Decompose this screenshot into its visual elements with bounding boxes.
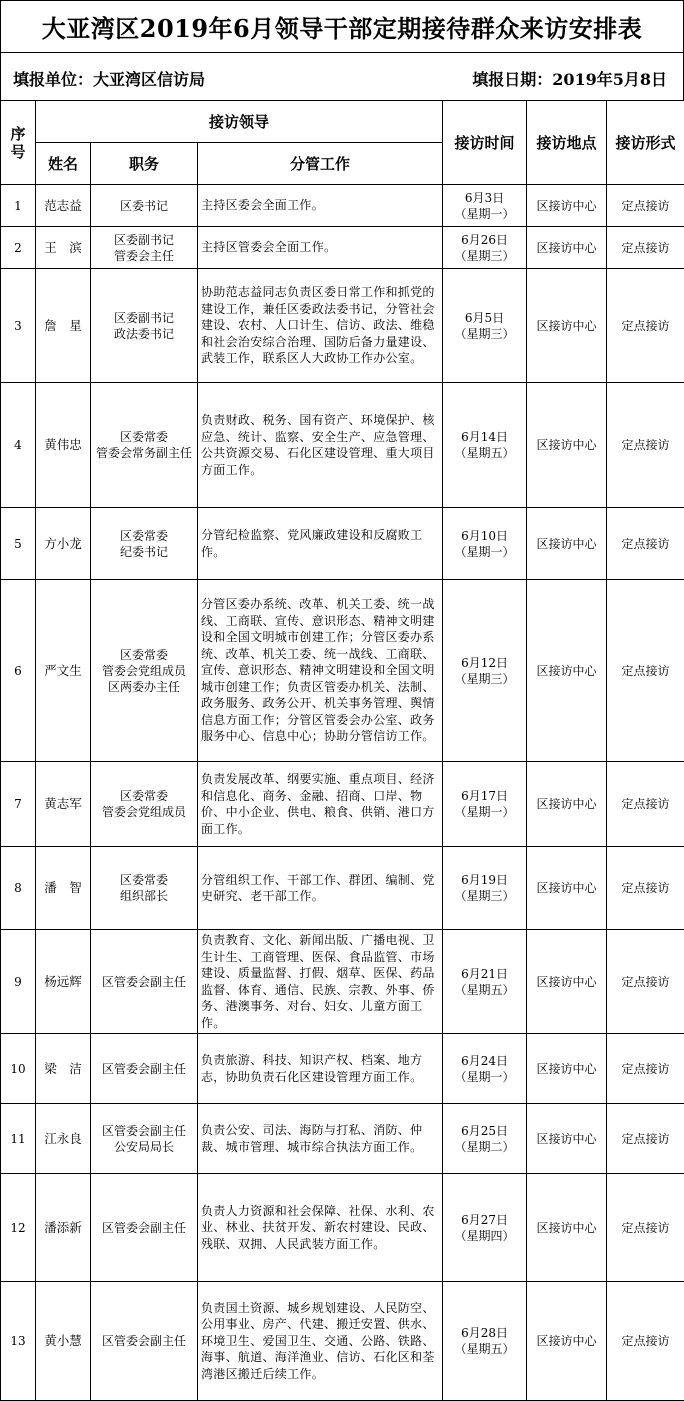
table-row — [1, 930, 684, 1034]
duty-description: 负责人力资源和社会保障、社保、水利、农业、林业、扶贫开发、新农村建设、民政、残联、双拥、人民武装方面工作。 — [198, 1174, 443, 1282]
visit-date: 6月17日 — [443, 788, 526, 804]
leader-name: 王 滨 — [36, 227, 91, 269]
visit-weekday: （星期三） — [443, 248, 526, 264]
visit-place: 区接访中心 — [527, 1282, 607, 1401]
header-duty: 分管工作 — [198, 143, 443, 185]
visit-time — [443, 185, 527, 227]
visit-place: 区接访中心 — [527, 185, 607, 227]
visit-date: 6月14日 — [443, 429, 526, 445]
row-index: 12 — [1, 1174, 36, 1282]
position-line: 区委常委 — [91, 788, 197, 804]
visit-time — [443, 269, 527, 383]
reporting-date: 填报日期：2019年5月8日 — [472, 67, 667, 90]
visit-form: 定点接访 — [607, 930, 684, 1034]
position-line: 管委会主任 — [91, 248, 197, 264]
row-index: 8 — [1, 847, 36, 930]
position-line: 区委常委 — [91, 429, 197, 445]
visit-weekday: （星期三） — [443, 888, 526, 904]
visit-time — [443, 1174, 527, 1282]
table-row — [1, 847, 684, 930]
visit-time — [443, 1034, 527, 1104]
visit-place: 区接访中心 — [527, 930, 607, 1034]
position-line: 区管委会副主任 — [91, 1061, 197, 1077]
visit-weekday: （星期五） — [443, 445, 526, 461]
visit-weekday: （星期三） — [443, 326, 526, 342]
visit-place: 区接访中心 — [527, 383, 607, 508]
visit-place: 区接访中心 — [527, 847, 607, 930]
position-line: 区委书记 — [91, 198, 197, 214]
leader-name: 梁 洁 — [36, 1034, 91, 1104]
position-line: 政法委书记 — [91, 326, 197, 342]
duty-description: 负责教育、文化、新闻出版、广播电视、卫生计生、工商管理、医保、食品监管、市场建设、质量监督、打假、烟草、医保、药品监督、体育、通信、民族、宗教、外事、侨务、港澳事务、对台、妇女、儿童方面工作。 — [198, 930, 443, 1034]
visit-place: 区接访中心 — [527, 508, 607, 580]
table-row — [1, 762, 684, 847]
leader-name: 潘添新 — [36, 1174, 91, 1282]
visit-weekday: （星期一） — [443, 544, 526, 560]
visit-form: 定点接访 — [607, 227, 684, 269]
row-index: 13 — [1, 1282, 36, 1401]
leader-name: 潘 智 — [36, 847, 91, 930]
duty-description: 负责公安、司法、海防与打私、消防、仲裁、城市管理、城市综合执法方面工作。 — [198, 1104, 443, 1174]
table-row — [1, 185, 684, 227]
position-line: 区管委会副主任 — [91, 1333, 197, 1349]
row-index: 2 — [1, 227, 36, 269]
duty-description: 主持区管委会全面工作。 — [198, 227, 443, 269]
duty-description: 分管纪检监察、党风廉政建设和反腐败工作。 — [198, 508, 443, 580]
row-index: 5 — [1, 508, 36, 580]
visit-time — [443, 762, 527, 847]
position-line: 管委会党组成员 — [91, 663, 197, 679]
visit-place: 区接访中心 — [527, 1104, 607, 1174]
leader-name: 江永良 — [36, 1104, 91, 1174]
position-line: 纪委书记 — [91, 544, 197, 560]
leader-name: 詹 星 — [36, 269, 91, 383]
leader-name: 黄伟忠 — [36, 383, 91, 508]
visit-form: 定点接访 — [607, 580, 684, 762]
visit-time — [443, 383, 527, 508]
visit-form: 定点接访 — [607, 1104, 684, 1174]
visit-date: 6月5日 — [443, 310, 526, 326]
table-row — [1, 227, 684, 269]
leader-name: 杨远辉 — [36, 930, 91, 1034]
position-line: 区委常委 — [91, 528, 197, 544]
duty-description: 负责发展改革、纲要实施、重点项目、经济和信息化、商务、金融、招商、口岸、物价、中小企业、供电、粮食、供销、港口方面工作。 — [198, 762, 443, 847]
position-line: 组织部长 — [91, 888, 197, 904]
leader-name: 范志益 — [36, 185, 91, 227]
duty-description: 分管区委办系统、改革、机关工委、统一战线、工商联、宣传、意识形态、精神文明建设和全国文明城市创建工作；分管区委办系统、改革、机关工委、统一战线、工商联、宣传、意识形态、精神文明建设和全国文明城市创建工作；负责区管委办机关、法制、政务服务、政务公开、机关事务管理、舆情信息方面工作；分管区管委会办公室、政务服务中心、信息中心；协助分管信访工作。 — [198, 580, 443, 762]
visit-time — [443, 1104, 527, 1174]
header-time: 接访时间 — [443, 101, 527, 185]
visit-weekday: （星期一） — [443, 804, 526, 820]
position-line: 区委常委 — [91, 872, 197, 888]
table-row — [1, 1282, 684, 1401]
leader-position — [91, 508, 198, 580]
table-row — [1, 1034, 684, 1104]
duty-description: 协助范志益同志负责区委日常工作和抓党的建设工作，兼任区委政法委书记，分管社会建设、农村、人口计生、信访、政法、维稳和社会治安综合治理、国防后备力量建设、武装工作，联系区人大政协工作办公室。 — [198, 269, 443, 383]
header-position: 职务 — [91, 143, 198, 185]
duty-description: 负责旅游、科技、知识产权、档案、地方志，协助负责石化区建设管理方面工作。 — [198, 1034, 443, 1104]
duty-description: 负责财政、税务、国有资产、环境保护、核应急、统计、监察、安全生产、应急管理、公共资源交易、石化区建设管理、重大项目方面工作。 — [198, 383, 443, 508]
visit-weekday: （星期二） — [443, 1139, 526, 1155]
row-index: 7 — [1, 762, 36, 847]
visit-form: 定点接访 — [607, 1174, 684, 1282]
table-row — [1, 580, 684, 762]
table-row — [1, 1104, 684, 1174]
reporting-unit: 填报单位：大亚湾区信访局 — [13, 67, 205, 90]
visit-place: 区接访中心 — [527, 1174, 607, 1282]
page-title: 大亚湾区2019年6月领导干部定期接待群众来访安排表 — [0, 0, 684, 52]
duty-description: 主持区委会全面工作。 — [198, 185, 443, 227]
schedule-table — [0, 100, 684, 1401]
position-line: 公安局局长 — [91, 1139, 197, 1155]
position-line: 区管委会副主任 — [91, 1220, 197, 1236]
leader-position — [91, 1104, 198, 1174]
leader-position — [91, 269, 198, 383]
position-line: 管委会常务副主任 — [91, 445, 197, 461]
row-index: 11 — [1, 1104, 36, 1174]
visit-form: 定点接访 — [607, 508, 684, 580]
visit-place: 区接访中心 — [527, 1034, 607, 1104]
visit-date: 6月28日 — [443, 1325, 526, 1341]
visit-form: 定点接访 — [607, 383, 684, 508]
row-index: 10 — [1, 1034, 36, 1104]
duty-description: 分管组织工作、干部工作、群团、编制、党史研究、老干部工作。 — [198, 847, 443, 930]
visit-time — [443, 508, 527, 580]
meta-bar — [0, 52, 684, 100]
visit-weekday: （星期五） — [443, 982, 526, 998]
visit-form: 定点接访 — [607, 1282, 684, 1401]
position-line: 区两委办主任 — [91, 679, 197, 695]
visit-place: 区接访中心 — [527, 762, 607, 847]
position-line: 区委常委 — [91, 647, 197, 663]
table-row — [1, 383, 684, 508]
visit-weekday: （星期一） — [443, 1069, 526, 1085]
leader-position — [91, 1174, 198, 1282]
table-body — [1, 185, 684, 1401]
visit-weekday: （星期四） — [443, 1228, 526, 1244]
visit-date: 6月21日 — [443, 966, 526, 982]
position-line: 区管委会副主任 — [91, 974, 197, 990]
visit-form: 定点接访 — [607, 185, 684, 227]
visit-date: 6月19日 — [443, 872, 526, 888]
header-place: 接访地点 — [527, 101, 607, 185]
visit-form: 定点接访 — [607, 269, 684, 383]
position-line: 区委副书记 — [91, 310, 197, 326]
visit-date: 6月10日 — [443, 528, 526, 544]
visit-date: 6月12日 — [443, 655, 526, 671]
table-row — [1, 508, 684, 580]
visit-time — [443, 227, 527, 269]
leader-position — [91, 1282, 198, 1401]
visit-time — [443, 930, 527, 1034]
visit-date: 6月3日 — [443, 190, 526, 206]
header-index: 序号 — [1, 101, 36, 185]
leader-position — [91, 185, 198, 227]
leader-position — [91, 580, 198, 762]
visit-weekday: （星期五） — [443, 1341, 526, 1357]
table-row — [1, 269, 684, 383]
visit-time — [443, 1282, 527, 1401]
duty-description: 负责国土资源、城乡规划建设、人民防空、公用事业、房产、代建、搬迁安置、供水、环境卫生、爱国卫生、交通、公路、铁路、海事、航道、海洋渔业、信访、石化区和荃湾港区搬迁后续工作。 — [198, 1282, 443, 1401]
header-leader-group: 接访领导 — [36, 101, 443, 143]
visit-form: 定点接访 — [607, 762, 684, 847]
visit-form: 定点接访 — [607, 1034, 684, 1104]
leader-name: 黄志军 — [36, 762, 91, 847]
visit-time — [443, 580, 527, 762]
leader-name: 方小龙 — [36, 508, 91, 580]
table-row — [1, 1174, 684, 1282]
row-index: 9 — [1, 930, 36, 1034]
visit-date: 6月27日 — [443, 1212, 526, 1228]
visit-weekday: （星期一） — [443, 206, 526, 222]
row-index: 1 — [1, 185, 36, 227]
leader-position — [91, 383, 198, 508]
visit-date: 6月26日 — [443, 232, 526, 248]
visit-place: 区接访中心 — [527, 227, 607, 269]
visit-form: 定点接访 — [607, 847, 684, 930]
row-index: 3 — [1, 269, 36, 383]
leader-name: 严文生 — [36, 580, 91, 762]
leader-position — [91, 227, 198, 269]
visit-date: 6月24日 — [443, 1053, 526, 1069]
leader-position — [91, 1034, 198, 1104]
visit-place: 区接访中心 — [527, 580, 607, 762]
visit-time — [443, 847, 527, 930]
leader-position — [91, 847, 198, 930]
position-line: 区管委会副主任 — [91, 1123, 197, 1139]
visit-weekday: （星期三） — [443, 671, 526, 687]
visit-place: 区接访中心 — [527, 269, 607, 383]
position-line: 管委会党组成员 — [91, 804, 197, 820]
leader-name: 黄小慧 — [36, 1282, 91, 1401]
leader-position — [91, 762, 198, 847]
row-index: 4 — [1, 383, 36, 508]
position-line: 区委副书记 — [91, 232, 197, 248]
visit-date: 6月25日 — [443, 1123, 526, 1139]
row-index: 6 — [1, 580, 36, 762]
leader-position — [91, 930, 198, 1034]
header-form: 接访形式 — [607, 101, 684, 185]
header-name: 姓名 — [36, 143, 91, 185]
